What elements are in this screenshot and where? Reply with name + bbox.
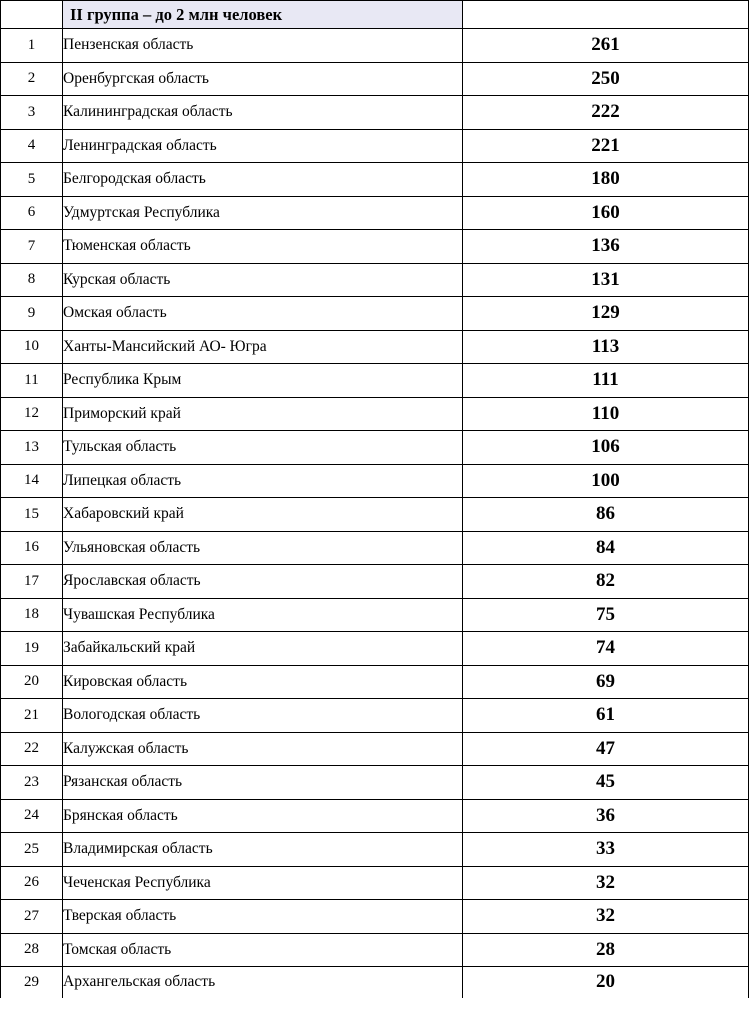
row-number-cell: 19: [1, 632, 63, 666]
region-value-cell: 28: [463, 933, 749, 967]
row-number-cell: 7: [1, 230, 63, 264]
region-name-cell: Омская область: [63, 297, 463, 331]
region-name-cell: Ульяновская область: [63, 531, 463, 565]
region-value-cell: 180: [463, 163, 749, 197]
region-value-cell: 106: [463, 431, 749, 465]
region-name-cell: Калужская область: [63, 732, 463, 766]
row-number-cell: 24: [1, 799, 63, 833]
row-number-cell: 6: [1, 196, 63, 230]
region-name-cell: Оренбургская область: [63, 62, 463, 96]
region-value-cell: 222: [463, 96, 749, 130]
table-row: [1, 531, 749, 565]
region-value-cell: 110: [463, 397, 749, 431]
table-row: [1, 833, 749, 867]
region-name-cell: Архангельская область: [63, 967, 463, 998]
region-value-cell: 82: [463, 565, 749, 599]
row-number-cell: 29: [1, 967, 63, 998]
row-number-cell: 4: [1, 129, 63, 163]
region-value-cell: 86: [463, 498, 749, 532]
region-value-cell: 113: [463, 330, 749, 364]
table-row: [1, 129, 749, 163]
table-row: [1, 900, 749, 934]
region-name-cell: Тверская область: [63, 900, 463, 934]
row-number-cell: 26: [1, 866, 63, 900]
row-number-cell: 16: [1, 531, 63, 565]
region-name-cell: Тульская область: [63, 431, 463, 465]
table-row: [1, 330, 749, 364]
region-name-cell: Чувашская Республика: [63, 598, 463, 632]
table-row: [1, 230, 749, 264]
row-number-cell: 10: [1, 330, 63, 364]
region-name-cell: Хабаровский край: [63, 498, 463, 532]
region-name-cell: Приморский край: [63, 397, 463, 431]
region-name-cell: Рязанская область: [63, 766, 463, 800]
table-row: [1, 766, 749, 800]
table-row: [1, 96, 749, 130]
row-number-cell: 15: [1, 498, 63, 532]
row-number-cell: 5: [1, 163, 63, 197]
region-value-cell: 160: [463, 196, 749, 230]
row-number-cell: 13: [1, 431, 63, 465]
row-number-cell: 27: [1, 900, 63, 934]
region-name-cell: Калининградская область: [63, 96, 463, 130]
table-row: [1, 431, 749, 465]
table-row: [1, 163, 749, 197]
region-value-cell: 32: [463, 900, 749, 934]
region-name-cell: Тюменская область: [63, 230, 463, 264]
table-row: [1, 364, 749, 398]
region-value-cell: 136: [463, 230, 749, 264]
region-name-cell: Брянская область: [63, 799, 463, 833]
row-number-cell: 1: [1, 29, 63, 63]
region-name-cell: Пензенская область: [63, 29, 463, 63]
region-value-cell: 32: [463, 866, 749, 900]
table-body: [1, 1, 749, 998]
table-row: [1, 967, 749, 998]
region-value-cell: 111: [463, 364, 749, 398]
table-row: [1, 397, 749, 431]
row-number-cell: 11: [1, 364, 63, 398]
row-number-cell: 12: [1, 397, 63, 431]
region-value-cell: 131: [463, 263, 749, 297]
table-row: [1, 799, 749, 833]
row-number-cell: 3: [1, 96, 63, 130]
region-value-cell: 250: [463, 62, 749, 96]
region-name-cell: Курская область: [63, 263, 463, 297]
region-name-cell: Забайкальский край: [63, 632, 463, 666]
table-row: [1, 732, 749, 766]
region-value-cell: 36: [463, 799, 749, 833]
region-name-cell: Ярославская область: [63, 565, 463, 599]
region-value-cell: 20: [463, 967, 749, 998]
table-row: [1, 29, 749, 63]
region-name-cell: Республика Крым: [63, 364, 463, 398]
header-number-cell: [1, 1, 63, 29]
region-name-cell: Вологодская область: [63, 699, 463, 733]
region-name-cell: Владимирская область: [63, 833, 463, 867]
region-value-cell: 47: [463, 732, 749, 766]
table-row: [1, 598, 749, 632]
row-number-cell: 28: [1, 933, 63, 967]
region-value-cell: 261: [463, 29, 749, 63]
region-name-cell: Белгородская область: [63, 163, 463, 197]
table-row: [1, 498, 749, 532]
region-name-cell: Удмуртская Республика: [63, 196, 463, 230]
region-name-cell: Чеченская Республика: [63, 866, 463, 900]
table-header-row: [1, 1, 749, 29]
row-number-cell: 8: [1, 263, 63, 297]
row-number-cell: 23: [1, 766, 63, 800]
region-name-cell: Кировская область: [63, 665, 463, 699]
table-row: [1, 665, 749, 699]
region-value-cell: 221: [463, 129, 749, 163]
region-value-cell: 33: [463, 833, 749, 867]
table-row: [1, 565, 749, 599]
region-value-cell: 100: [463, 464, 749, 498]
row-number-cell: 18: [1, 598, 63, 632]
region-value-cell: 61: [463, 699, 749, 733]
table-row: [1, 297, 749, 331]
table-row: [1, 699, 749, 733]
header-value-cell: [463, 1, 749, 29]
header-title-cell: II группа – до 2 млн человек: [63, 1, 463, 29]
region-name-cell: Томская область: [63, 933, 463, 967]
table-row: [1, 196, 749, 230]
region-value-cell: 75: [463, 598, 749, 632]
region-value-cell: 129: [463, 297, 749, 331]
row-number-cell: 25: [1, 833, 63, 867]
region-name-cell: Ленинградская область: [63, 129, 463, 163]
table-row: [1, 62, 749, 96]
region-name-cell: Ханты-Мансийский АО- Югра: [63, 330, 463, 364]
table-row: [1, 933, 749, 967]
row-number-cell: 2: [1, 62, 63, 96]
row-number-cell: 17: [1, 565, 63, 599]
table-row: [1, 632, 749, 666]
row-number-cell: 21: [1, 699, 63, 733]
row-number-cell: 14: [1, 464, 63, 498]
row-number-cell: 20: [1, 665, 63, 699]
table-row: [1, 263, 749, 297]
table-row: [1, 464, 749, 498]
region-name-cell: Липецкая область: [63, 464, 463, 498]
region-value-cell: 84: [463, 531, 749, 565]
region-value-cell: 74: [463, 632, 749, 666]
region-value-cell: 45: [463, 766, 749, 800]
row-number-cell: 9: [1, 297, 63, 331]
row-number-cell: 22: [1, 732, 63, 766]
region-value-cell: 69: [463, 665, 749, 699]
table-row: [1, 866, 749, 900]
